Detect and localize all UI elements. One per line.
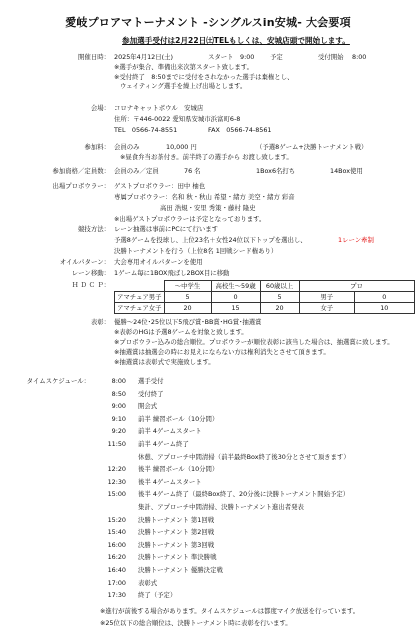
schedule-event: 休憩、アプローチ中間清掃（前半最終Box終了後30分とさせて頂きます） bbox=[138, 452, 350, 461]
hdcp-cell: 20 bbox=[164, 303, 211, 314]
reception-label: 受付開始 bbox=[318, 53, 344, 61]
hdcp-cell: 10 bbox=[355, 303, 415, 314]
schedule-label: タイムスケジュール： bbox=[26, 377, 90, 385]
hdcp-corner bbox=[115, 281, 165, 292]
method-line-3: 決勝トーナメントを行う（上位8名 1回戦シード権あり） bbox=[114, 247, 278, 255]
schedule-time: 15:40 bbox=[107, 528, 126, 537]
schedule-event: 受付終了 bbox=[138, 389, 164, 398]
hdcp-table bbox=[114, 280, 415, 314]
venue-fax: FAX 0566-74-8561 bbox=[208, 126, 272, 134]
method-line-2: 予選8ゲームを投球し、上位23名＋女性24位以下トップを選出し、 bbox=[114, 236, 307, 244]
date-label: 開催日時： bbox=[78, 53, 110, 61]
reception-time: 8:00 bbox=[352, 53, 367, 61]
schedule-time: 16:00 bbox=[107, 540, 126, 549]
capacity-value: 会員のみ／定員 bbox=[114, 167, 159, 175]
schedule-event: 後半 練習ボール（10分間） bbox=[138, 465, 219, 474]
hdcp-head-adult: 高校生〜59歳 bbox=[211, 281, 260, 292]
capacity-boxes: 14Box使用 bbox=[330, 167, 363, 175]
start-time: 9:00 bbox=[240, 53, 255, 61]
oil-label: オイルパターン： bbox=[59, 258, 110, 266]
method-line-1: レーン抽選は事前にPCにて行います bbox=[114, 225, 219, 233]
hdcp-cell: 0 bbox=[355, 292, 415, 303]
hdcp-cell: 15 bbox=[211, 303, 260, 314]
hdcp-row-label: アマチュア男子 bbox=[115, 292, 165, 303]
hdcp-cell: 5 bbox=[164, 292, 211, 303]
schedule-event: 決勝トーナメント 優勝決定戦 bbox=[138, 566, 223, 574]
schedule-note-2: ※25位以下の総合順位は、決勝トーナメント時に表彰を行います。 bbox=[100, 619, 292, 627]
resident-pros-1: 専属プロボウラー：名和 秋・秋山 希望・緒方 美空・緒方 彩音 bbox=[114, 193, 295, 201]
schedule-time: 17:00 bbox=[107, 578, 126, 587]
schedule-time: 16:40 bbox=[107, 566, 126, 574]
hdcp-head-senior: 60歳以上 bbox=[260, 281, 299, 292]
venue-tel: TEL 0566-74-8551 bbox=[114, 126, 178, 134]
hdcp-label: Ｈ Ｄ Ｃ Ｐ： bbox=[71, 281, 110, 289]
schedule-time: 17:30 bbox=[107, 591, 126, 600]
schedule-time: 9:20 bbox=[111, 427, 126, 436]
start-label: スタート bbox=[208, 53, 234, 61]
hdcp-cell: 20 bbox=[260, 303, 299, 314]
method-lane-warning: 1レーン牽制 bbox=[338, 236, 374, 244]
schedule-event: 前半 練習ボール（10分間） bbox=[138, 414, 219, 423]
schedule-event: 前半 4ゲームスタート bbox=[138, 427, 202, 436]
pros-label: 出場プロボウラー： bbox=[52, 182, 110, 190]
schedule-event: 後半 4ゲームスタート bbox=[138, 477, 202, 486]
schedule-event: 決勝トーナメント 第1回戦 bbox=[138, 515, 215, 524]
table-row bbox=[115, 303, 415, 314]
schedule-time: 15:00 bbox=[107, 490, 126, 499]
schedule-time: 12:20 bbox=[107, 465, 126, 474]
awards-line-4: ※抽選賞は抽選会の時にお見えにならない方は権利消失とさせて頂きます。 bbox=[114, 348, 330, 356]
method-label: 競技方法： bbox=[78, 225, 110, 233]
pros-note: ※出場ゲストプロボウラーは予定となっております。 bbox=[114, 215, 266, 223]
fee-note: ※昼食弁当お茶付き。前半終了の選手から お渡し致します。 bbox=[120, 153, 293, 161]
lane-value: 1ゲーム毎に1BOX飛ばし2BOX目に移動 bbox=[114, 269, 230, 277]
hdcp-head-junior: 〜中学生 bbox=[164, 281, 211, 292]
date-note-3: ウェイティング選手を繰上げ出場とします。 bbox=[120, 82, 247, 90]
capacity-label: 参加資格／定員数： bbox=[52, 167, 110, 175]
awards-line-1: 優勝〜24位･25位以下5飛び賞･BB賞･HG賞･抽選賞 bbox=[114, 318, 262, 326]
schedule-time: 12:30 bbox=[107, 477, 126, 486]
hdcp-cell: 5 bbox=[260, 292, 299, 303]
hdcp-header-row bbox=[115, 281, 415, 292]
resident-pros-2: 高田 浩規・安里 秀策・藤村 隆史 bbox=[160, 204, 256, 212]
guest-pro: ゲストプロボウラー：田中 柚也 bbox=[114, 182, 206, 190]
hdcp-row-label: アマチュア女子 bbox=[115, 303, 165, 314]
schedule-time: 15:20 bbox=[107, 515, 126, 524]
awards-label: 表彰： bbox=[90, 318, 110, 326]
schedule-time: 8:50 bbox=[111, 389, 126, 398]
schedule-event: 前半 4ゲーム終了 bbox=[138, 440, 189, 448]
schedule-event: 表彰式 bbox=[138, 578, 158, 587]
hdcp-head-pro: プロ bbox=[299, 281, 414, 292]
table-row bbox=[115, 292, 415, 303]
oil-value: 大会専用オイルパターンを使用 bbox=[114, 258, 203, 266]
schedule-event: 終了（予定） bbox=[138, 591, 177, 600]
awards-line-5: ※抽選賞は表彰式で実施致します。 bbox=[114, 358, 215, 366]
venue-address: 住所：〒446-0022 愛知県安城市浜富町6-8 bbox=[114, 115, 241, 123]
fee-label: 参加料： bbox=[84, 143, 110, 151]
hdcp-cell: 女子 bbox=[299, 303, 354, 314]
awards-line-2: ※表彰のHGは予選8ゲームを対象と致します。 bbox=[114, 328, 248, 336]
registration-notice: 参加選手受付は2月22日㈯TELもしくは、安城店頭で開始します。 bbox=[122, 36, 350, 45]
date-value: 2025年4月12日(土) bbox=[114, 53, 174, 61]
schedule-event: 集計、アプローチ中間清掃、決勝トーナメント進出者発表 bbox=[138, 503, 304, 511]
capacity-per-box: 1Box6名打ち bbox=[256, 167, 296, 175]
schedule-time: 9:10 bbox=[111, 414, 126, 423]
date-note-1: ※選手が集合、準備出来次第スタート致します。 bbox=[114, 63, 254, 71]
schedule-note-1: ※進行が前後する場合があります。タイムスケジュールは都度マイク放送を行っています。 bbox=[100, 607, 360, 615]
venue-label: 会場： bbox=[90, 104, 110, 112]
schedule-event: 開会式 bbox=[138, 402, 158, 411]
hdcp-cell: 0 bbox=[211, 292, 260, 303]
lane-label: レーン移動： bbox=[71, 269, 110, 277]
schedule-time: 16:20 bbox=[107, 553, 126, 562]
fee-detail: （予選8ゲーム+決勝トーナメント戦） bbox=[256, 143, 368, 151]
start-yotei: 予定 bbox=[270, 53, 283, 61]
schedule-event: 選手受付 bbox=[138, 377, 164, 385]
venue-name: コロナキャットボウル 安城店 bbox=[114, 104, 204, 112]
schedule-time: 11:50 bbox=[107, 440, 126, 448]
schedule-event: 後半 4ゲーム終了（最終Box終了、20分後に決勝トーナメント開始予定） bbox=[138, 490, 350, 499]
schedule-event: 決勝トーナメント 第2回戦 bbox=[138, 528, 215, 537]
schedule-event: 決勝トーナメント 準決勝戦 bbox=[138, 553, 217, 562]
schedule-time: 9:00 bbox=[111, 402, 126, 411]
schedule-event: 決勝トーナメント 第3回戦 bbox=[138, 540, 215, 549]
hdcp-cell: 男子 bbox=[299, 292, 354, 303]
fee-amount: 10,000 円 bbox=[166, 143, 197, 151]
schedule-time: 8:00 bbox=[111, 377, 126, 385]
awards-line-3: ※プロボウラー込みの総合順位。プロボウラーが順位表彰に該当した場合は、抽選賞に致します。 bbox=[114, 338, 394, 346]
page-title: 愛岐プロアマトーナメント -シングルスin安城- 大会要項 bbox=[65, 16, 351, 29]
date-note-2: ※受付終了 8:50までに受付をされなかった選手は棄権とし、 bbox=[114, 73, 294, 81]
capacity-count: 76 名 bbox=[184, 167, 201, 175]
fee-member: 会員のみ bbox=[114, 143, 140, 151]
